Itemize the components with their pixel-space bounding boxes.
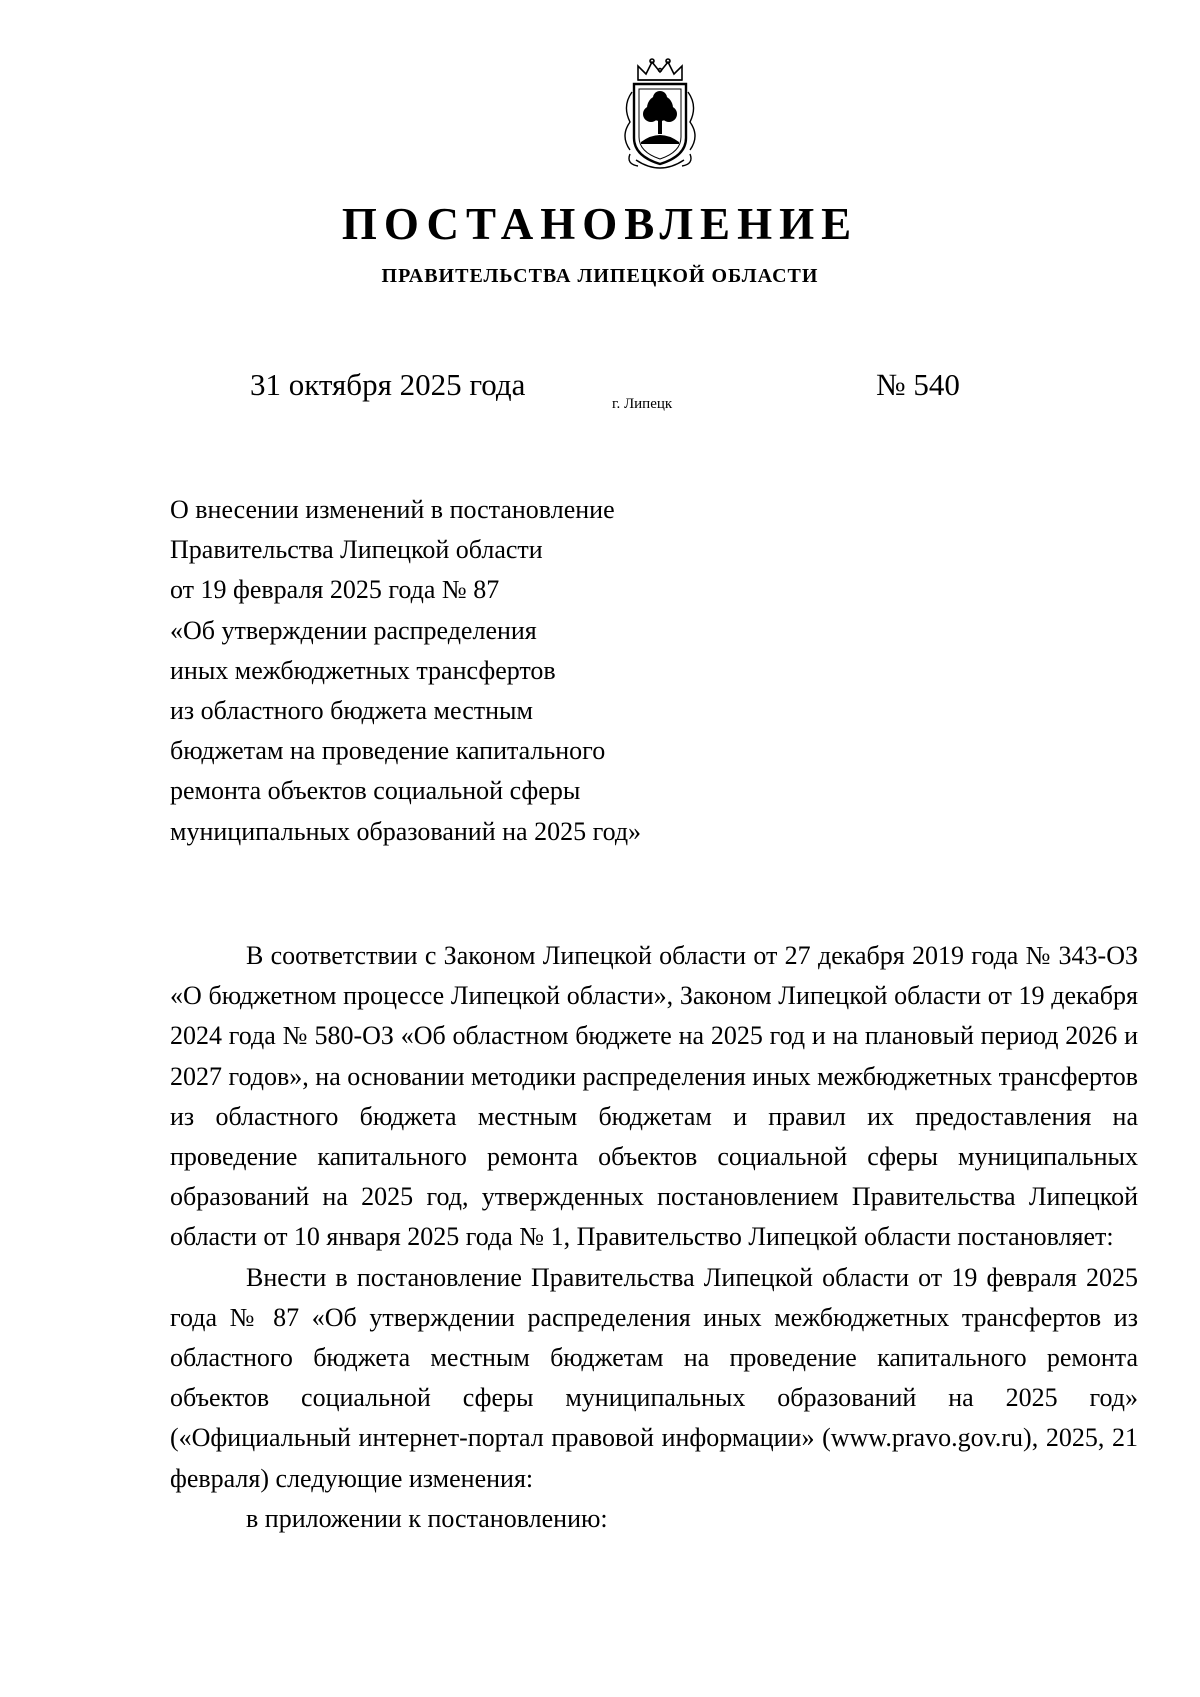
document-number: № 540 — [876, 367, 960, 402]
coat-of-arms-icon — [614, 56, 706, 176]
document-subject — [170, 490, 730, 852]
subject-line: О внесении изменений в постановление — [170, 495, 615, 524]
subject-line: «Об утверждении распределения — [170, 615, 537, 645]
document-city: г. Липецк — [612, 396, 673, 412]
body-paragraph-appendix: в приложении к постановлению: — [246, 1503, 608, 1533]
subject-line: муниципальных образований на 2025 год» — [170, 816, 642, 846]
issuing-authority: ПРАВИТЕЛЬСТВА ЛИПЕЦКОЙ ОБЛАСТИ — [381, 265, 819, 287]
subject-line: от 19 февраля 2025 года № 87 — [170, 575, 500, 605]
subject-line: иных межбюджетных трансфертов — [170, 655, 556, 685]
subject-line: Правительства Липецкой области — [170, 535, 543, 565]
subject-line: ремонта объектов социальной сферы — [170, 776, 581, 806]
subject-line: бюджетам на проведение капитального — [170, 736, 606, 766]
body-paragraph-resolution: Внести в постановление Правительства Липецкой области от 19 февраля 2025 года № 87 «Об утверждении распределения иных межбюджетных трансфертов из областного бюджета местным бюджетам на проведение капитального ремонта объектов социальной сферы муниципальных образований на 2025 год» («Официальный интернет-портал правовой информации» (www.pravo.gov.ru), 2025, 21 февраля) следующие изменения: — [170, 1262, 1138, 1493]
document-date: 31 октября 2025 года — [250, 367, 526, 402]
body-paragraph-preamble: В соответствии с Законом Липецкой области от 27 декабря 2019 года № 343-ОЗ «О бюджетном процессе Липецкой области», Законом Липецкой области от 19 декабря 2024 года № 580-ОЗ «Об областном бюджете на 2025 год и на плановый период 2026 и 2027 годов», на основании методики распределения иных межбюджетных трансфертов из областного бюджета местным бюджетам и правил их предоставления на проведение капитального ремонта объектов социальной сферы муниципальных образований на 2025 год, утвержденных постановлением Правительства Липецкой области от 10 января 2025 года № 1, Правительство Липецкой области постановляет: — [170, 941, 1138, 1252]
document-type-title: ПОСТАНОВЛЕНИЕ — [341, 199, 859, 249]
document-body — [170, 936, 1138, 1539]
subject-line: из областного бюджета местным — [170, 696, 533, 726]
